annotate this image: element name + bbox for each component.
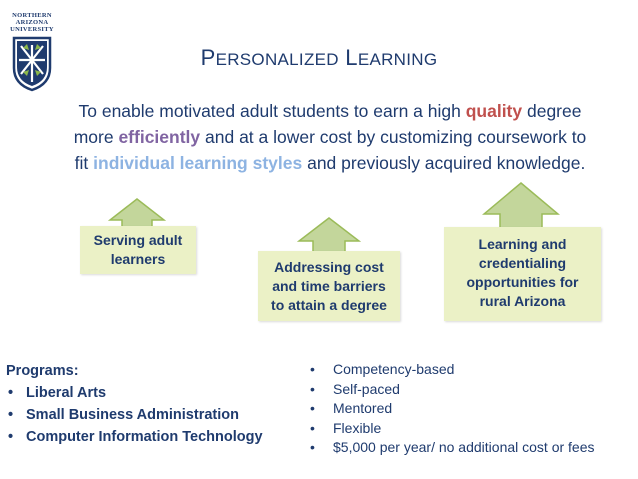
logo-line-2: ARIZONA xyxy=(15,19,49,26)
title-cap-2: L xyxy=(345,45,358,70)
up-arrow-icon xyxy=(482,182,560,232)
title-rest-1: ERSONALIZED xyxy=(215,50,339,69)
mission-quality: quality xyxy=(465,101,523,121)
addressing-cost-label: Addressing cost and time barriers to attain a degree xyxy=(271,259,387,313)
program-item: • Liberal Arts xyxy=(6,382,263,404)
serving-adult-learners-box xyxy=(80,226,196,274)
mission-statement xyxy=(70,98,590,176)
feature-item: • Competency-based xyxy=(310,360,595,380)
mission-part-3: and at a lower cost by customizing coursework to fit xyxy=(74,127,587,173)
feature-item: • Self-paced xyxy=(310,380,595,400)
logo-line-3: UNIVERSITY xyxy=(10,26,54,33)
logo-line-1: NORTHERN xyxy=(12,12,52,19)
title-cap-1: P xyxy=(200,45,216,70)
mission-efficiently: efficiently xyxy=(118,127,201,147)
programs-list xyxy=(6,360,263,448)
mission-part-4: and previously acquired knowledge. xyxy=(302,153,586,173)
feature-item: • $5,000 per year/ no additional cost or fees xyxy=(310,438,595,458)
page-title xyxy=(0,45,638,71)
title-rest-2: EARNING xyxy=(357,50,438,69)
features-list xyxy=(310,360,595,458)
rural-arizona-label: Learning and credentialing opportunities for rural Arizona xyxy=(466,236,579,309)
mission-part-1: To enable motivated adult students to earn a high xyxy=(78,101,466,121)
mission-learning-styles: individual learning styles xyxy=(93,153,303,173)
feature-item: • Flexible xyxy=(310,419,595,439)
program-item: • Computer Information Technology xyxy=(6,426,263,448)
serving-adult-learners-label: Serving adult learners xyxy=(93,232,183,267)
program-item: • Small Business Administration xyxy=(6,404,263,426)
up-arrow-icon xyxy=(297,217,361,255)
feature-item: • Mentored xyxy=(310,399,595,419)
rural-arizona-box xyxy=(444,227,601,321)
addressing-cost-box xyxy=(258,251,400,321)
mission-part-2: degree more xyxy=(73,101,582,147)
programs-heading: Programs: xyxy=(6,363,79,379)
